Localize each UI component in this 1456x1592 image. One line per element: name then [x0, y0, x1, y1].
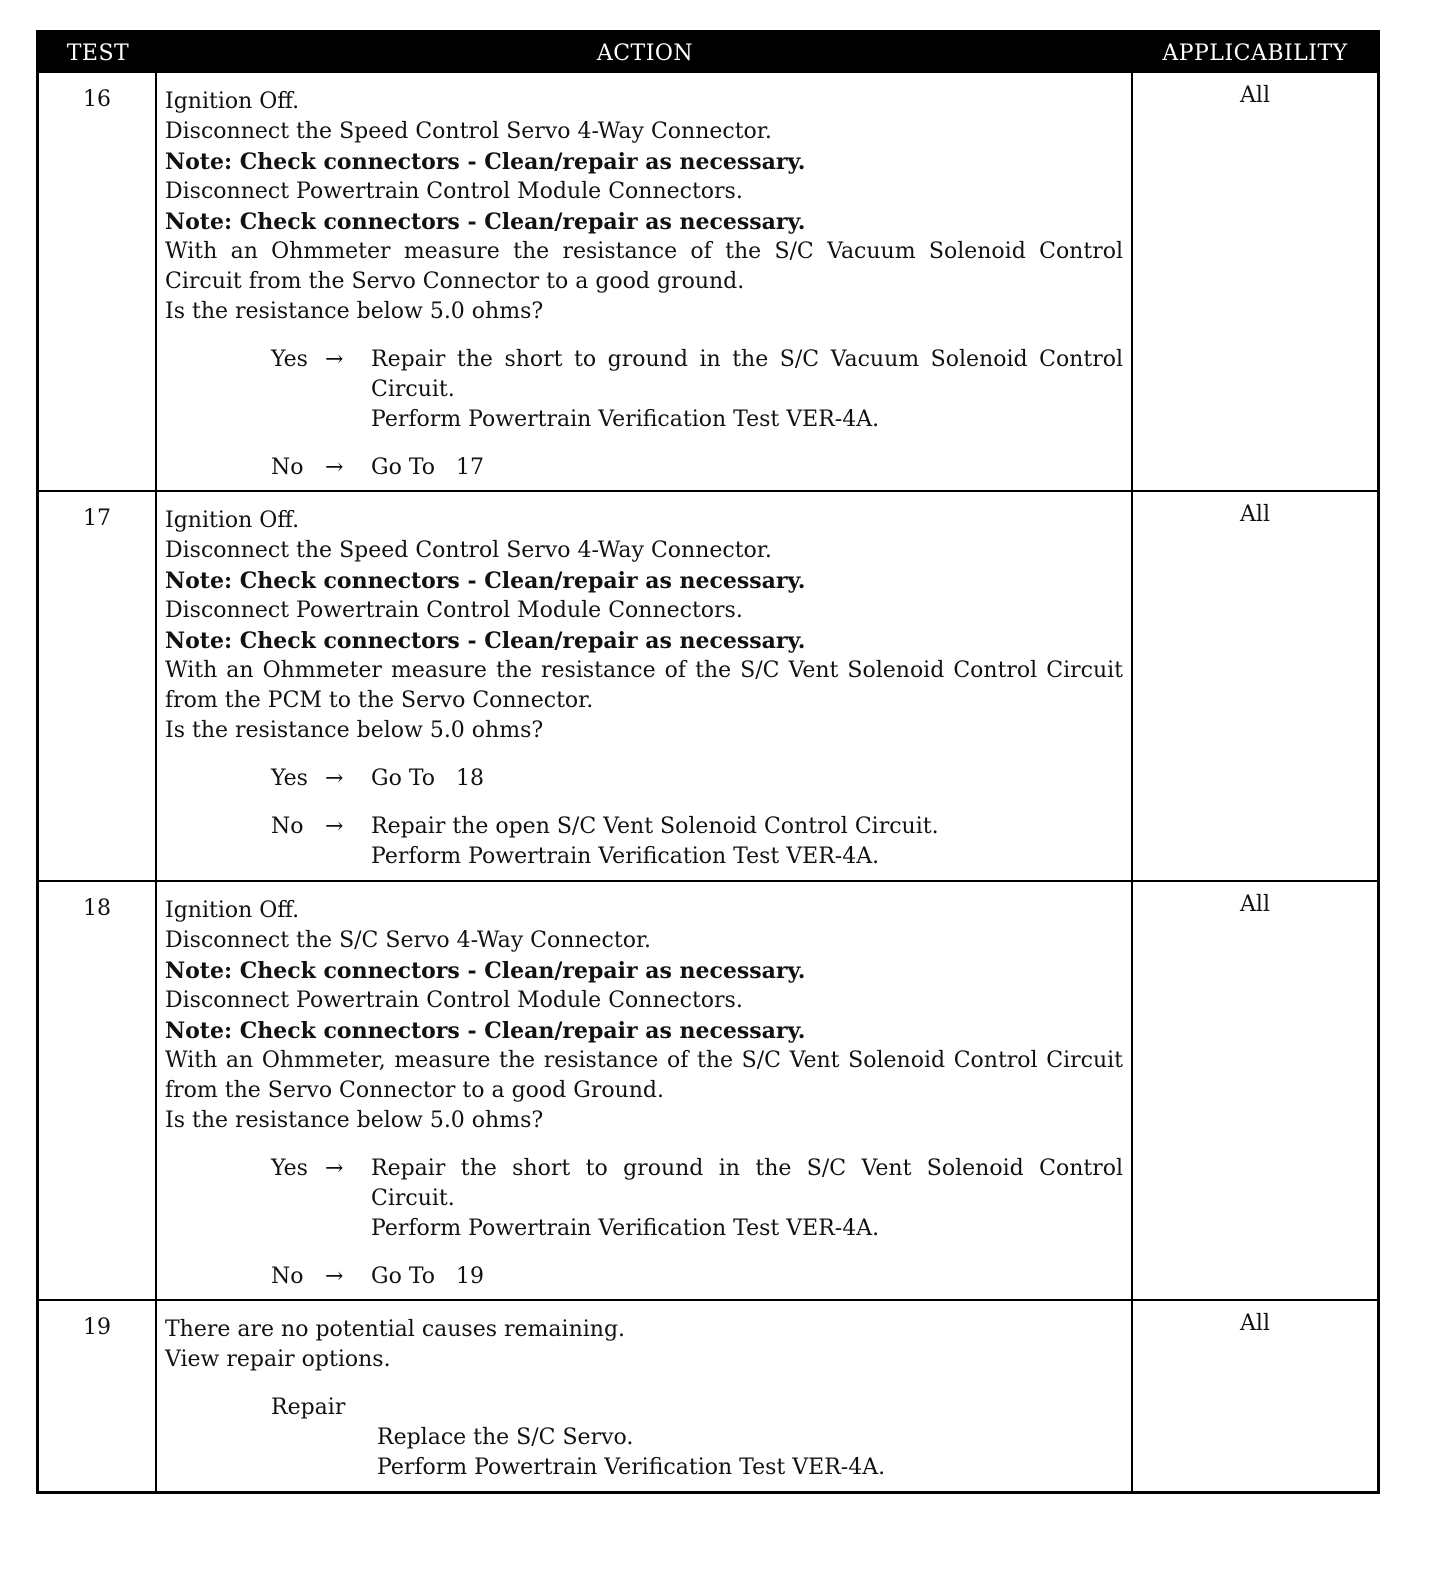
repair-options — [377, 1423, 1123, 1483]
branch-yes — [165, 345, 1130, 435]
action-line: View repair options. — [165, 1347, 391, 1372]
note-line: Note: Check connectors - Clean/repair as necessary. — [165, 568, 806, 594]
branch-label: No — [271, 814, 304, 839]
branch-label: Yes — [271, 1156, 308, 1181]
action-line: Disconnect the Speed Control Servo 4-Way Connector. — [165, 538, 772, 563]
branch-text: Go To 19 — [371, 1264, 484, 1289]
action-cell — [157, 882, 1133, 1299]
repair-line: Replace the S/C Servo. — [377, 1425, 634, 1450]
applicability-value: All — [1240, 892, 1270, 917]
branch-text: Perform Powertrain Verification Test VER-4A. — [371, 407, 880, 432]
branch-text: Go To 17 — [371, 455, 484, 480]
applicability-value: All — [1240, 1311, 1270, 1336]
branch-no — [165, 453, 1123, 483]
branch-label: Yes — [271, 347, 308, 372]
arrow-right-icon: → — [325, 347, 344, 372]
action-line: Disconnect Powertrain Control Module Connectors. — [165, 179, 743, 204]
note-line: Note: Check connectors - Clean/repair as necessary. — [165, 209, 806, 235]
header-applicability: APPLICABILITY — [1162, 40, 1348, 66]
note-line: Note: Check connectors - Clean/repair as necessary. — [165, 958, 806, 984]
action-line: Disconnect Powertrain Control Module Connectors. — [165, 598, 743, 623]
action-line: With an Ohmmeter measure the resistance of the S/C Vent Solenoid Control Circuit from the PCM to the Servo Connector. — [165, 658, 1123, 713]
branch-yes — [165, 1154, 1130, 1244]
branch-text: Repair the short to ground in the S/C Vacuum Solenoid Control Circuit. — [371, 347, 1130, 402]
repair-line: Perform Powertrain Verification Test VER-4A. — [377, 1455, 886, 1480]
header-test: TEST — [66, 40, 130, 66]
branch-label: Yes — [271, 766, 308, 791]
table-row — [39, 73, 1377, 490]
branch-no — [165, 1262, 1123, 1292]
repair-label: Repair — [271, 1395, 346, 1420]
applicability-value: All — [1240, 502, 1270, 527]
test-number: 16 — [39, 73, 157, 490]
branch-label: No — [271, 1264, 304, 1289]
table-row — [39, 490, 1377, 880]
action-line: With an Ohmmeter measure the resistance of the S/C Vacuum Solenoid Control Circuit from the Servo Connector to a good ground. — [165, 239, 1123, 294]
action-cell — [157, 1301, 1133, 1491]
action-line: Ignition Off. — [165, 508, 300, 533]
arrow-right-icon: → — [325, 766, 344, 791]
action-cell — [157, 73, 1133, 490]
action-line: Is the resistance below 5.0 ohms? — [165, 1108, 544, 1133]
arrow-right-icon: → — [325, 1156, 344, 1181]
branch-text: Repair the short to ground in the S/C Vent Solenoid Control Circuit. — [371, 1156, 1130, 1211]
test-number: 19 — [39, 1301, 157, 1491]
action-line: Disconnect Powertrain Control Module Connectors. — [165, 988, 743, 1013]
action-line: Disconnect the Speed Control Servo 4-Way Connector. — [165, 119, 772, 144]
branch-yes — [165, 764, 1123, 794]
table-header — [39, 33, 1377, 73]
header-action: ACTION — [596, 40, 694, 66]
branch-text: Perform Powertrain Verification Test VER-4A. — [371, 1216, 880, 1241]
action-line: Disconnect the S/C Servo 4-Way Connector. — [165, 928, 652, 953]
table-body — [39, 73, 1377, 1491]
branch-label: No — [271, 455, 304, 480]
branch-no — [165, 812, 1123, 872]
applicability-value: All — [1240, 83, 1270, 108]
diagnostic-table — [36, 30, 1380, 1494]
note-line: Note: Check connectors - Clean/repair as necessary. — [165, 628, 806, 654]
action-line: Ignition Off. — [165, 89, 300, 114]
arrow-right-icon: → — [325, 814, 344, 839]
action-line: There are no potential causes remaining. — [165, 1317, 626, 1342]
test-number: 18 — [39, 882, 157, 1299]
arrow-right-icon: → — [325, 455, 344, 480]
action-line: Is the resistance below 5.0 ohms? — [165, 718, 544, 743]
branch-text: Repair the open S/C Vent Solenoid Control Circuit. — [371, 814, 939, 839]
table-row — [39, 1299, 1377, 1491]
action-line: With an Ohmmeter, measure the resistance of the S/C Vent Solenoid Control Circuit from the Servo Connector to a good Ground. — [165, 1048, 1123, 1103]
action-line: Ignition Off. — [165, 898, 300, 923]
branch-text: Perform Powertrain Verification Test VER-4A. — [371, 844, 880, 869]
branch-text: Go To 18 — [371, 766, 484, 791]
note-line: Note: Check connectors - Clean/repair as necessary. — [165, 1018, 806, 1044]
action-line: Is the resistance below 5.0 ohms? — [165, 299, 544, 324]
arrow-right-icon: → — [325, 1264, 344, 1289]
action-cell — [157, 492, 1133, 880]
table-row — [39, 880, 1377, 1299]
note-line: Note: Check connectors - Clean/repair as necessary. — [165, 149, 806, 175]
test-number: 17 — [39, 492, 157, 880]
